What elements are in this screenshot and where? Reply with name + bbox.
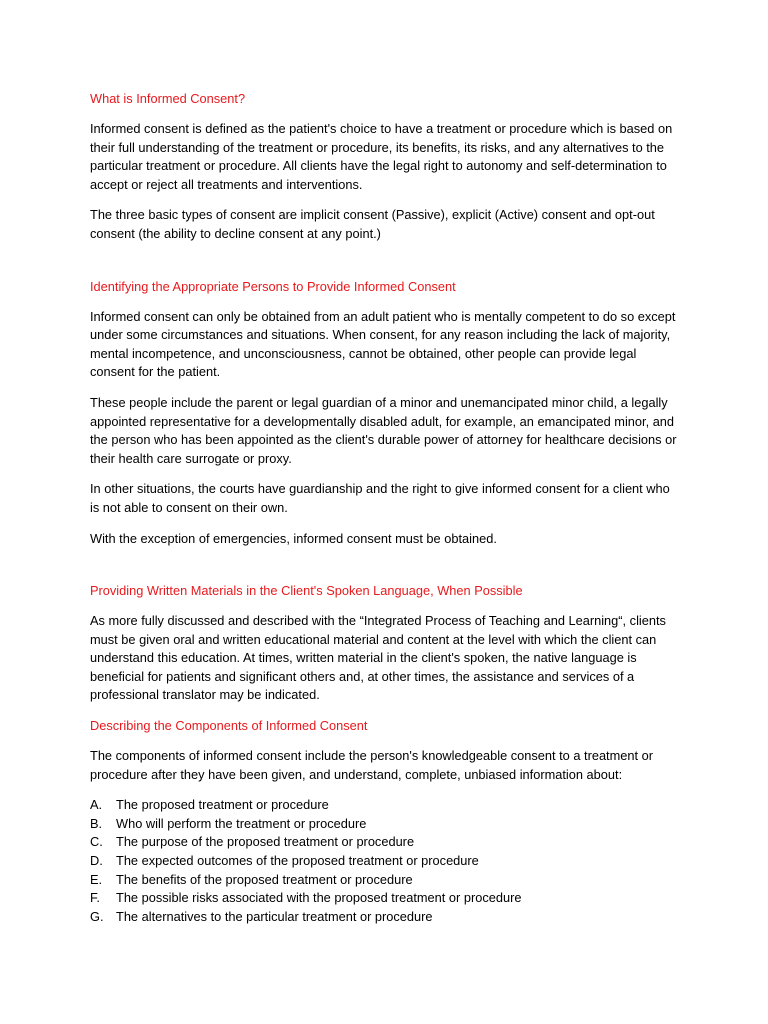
section-heading: Identifying the Appropriate Persons to Provide Informed Consent bbox=[90, 278, 456, 294]
section-components bbox=[90, 717, 680, 926]
paragraph: As more fully discussed and described with the “Integrated Process of Teaching and Learning“, clients must be given oral and written educational material and content at the level with which the client can understand this education. At times, written material in the client's spoken, the native language is beneficial for patients and significant others and, at other times, the assistance and services of a professional translator may be indicated. bbox=[90, 613, 666, 703]
paragraph: The components of informed consent include the person's knowledgeable consent to a treatment or procedure after they have been given, and understand, complete, unbiased information about: bbox=[90, 748, 654, 782]
list-item bbox=[90, 871, 680, 890]
list-item bbox=[90, 889, 680, 908]
paragraph: Informed consent is defined as the patient's choice to have a treatment or procedure which is based on their full understanding of the treatment or procedure, its benefits, its risks, and any alternatives to the particular treatment or procedure. All clients have the legal right to autonomy and self-determination to accept or reject all treatments and interventions. bbox=[90, 121, 673, 192]
section-spacer bbox=[90, 256, 680, 278]
list-item bbox=[90, 833, 680, 852]
list-item bbox=[90, 796, 680, 815]
list-item-text: The benefits of the proposed treatment or procedure bbox=[116, 871, 413, 887]
paragraph: In other situations, the courts have guardianship and the right to give informed consent for a client who is not able to consent on their own. bbox=[90, 481, 670, 515]
list-marker: B. bbox=[90, 815, 103, 831]
list-item bbox=[90, 908, 680, 927]
list-marker: E. bbox=[90, 871, 103, 887]
paragraph: With the exception of emergencies, informed consent must be obtained. bbox=[90, 530, 497, 546]
paragraph: These people include the parent or legal guardian of a minor and unemancipated minor child, a legally appointed representative for a developmentally disabled adult, for example, an emancipated minor, and the person who has been appointed as the client's durable power of attorney for healthcare decisions or their health care surrogate or proxy. bbox=[90, 394, 677, 466]
paragraph: Informed consent can only be obtained from an adult patient who is mentally competent to do so except under some circumstances and situations. When consent, for any reason including the lack of majority, mental incompetence, and unconsciousness, cannot be obtained, other people can provide legal consent for the patient. bbox=[90, 308, 676, 380]
section-what-is-informed-consent bbox=[90, 90, 680, 244]
section-heading: Providing Written Materials in the Client's Spoken Language, When Possible bbox=[90, 583, 523, 599]
list-marker: D. bbox=[90, 853, 103, 869]
section-identifying-persons bbox=[90, 278, 680, 549]
list-item-text: Who will perform the treatment or procedure bbox=[116, 815, 367, 831]
list-item bbox=[90, 815, 680, 834]
list-item-text: The proposed treatment or procedure bbox=[116, 797, 329, 813]
components-list bbox=[90, 796, 680, 926]
list-item-text: The expected outcomes of the proposed treatment or procedure bbox=[116, 853, 479, 869]
section-heading: Describing the Components of Informed Consent bbox=[90, 718, 368, 734]
list-item-text: The alternatives to the particular treatment or procedure bbox=[116, 908, 433, 924]
list-item-text: The purpose of the proposed treatment or procedure bbox=[116, 834, 415, 850]
list-marker: F. bbox=[90, 890, 100, 906]
section-written-materials bbox=[90, 582, 680, 705]
document-page bbox=[90, 90, 680, 926]
list-marker: A. bbox=[90, 797, 103, 813]
section-spacer bbox=[90, 560, 680, 582]
list-item-text: The possible risks associated with the proposed treatment or procedure bbox=[116, 890, 522, 906]
list-marker: C. bbox=[90, 834, 103, 850]
section-heading: What is Informed Consent? bbox=[90, 91, 246, 106]
paragraph: The three basic types of consent are implicit consent (Passive), explicit (Active) consent and opt-out consent (the ability to decline consent at any point.) bbox=[90, 207, 655, 241]
list-marker: G. bbox=[90, 908, 104, 924]
list-item bbox=[90, 852, 680, 871]
